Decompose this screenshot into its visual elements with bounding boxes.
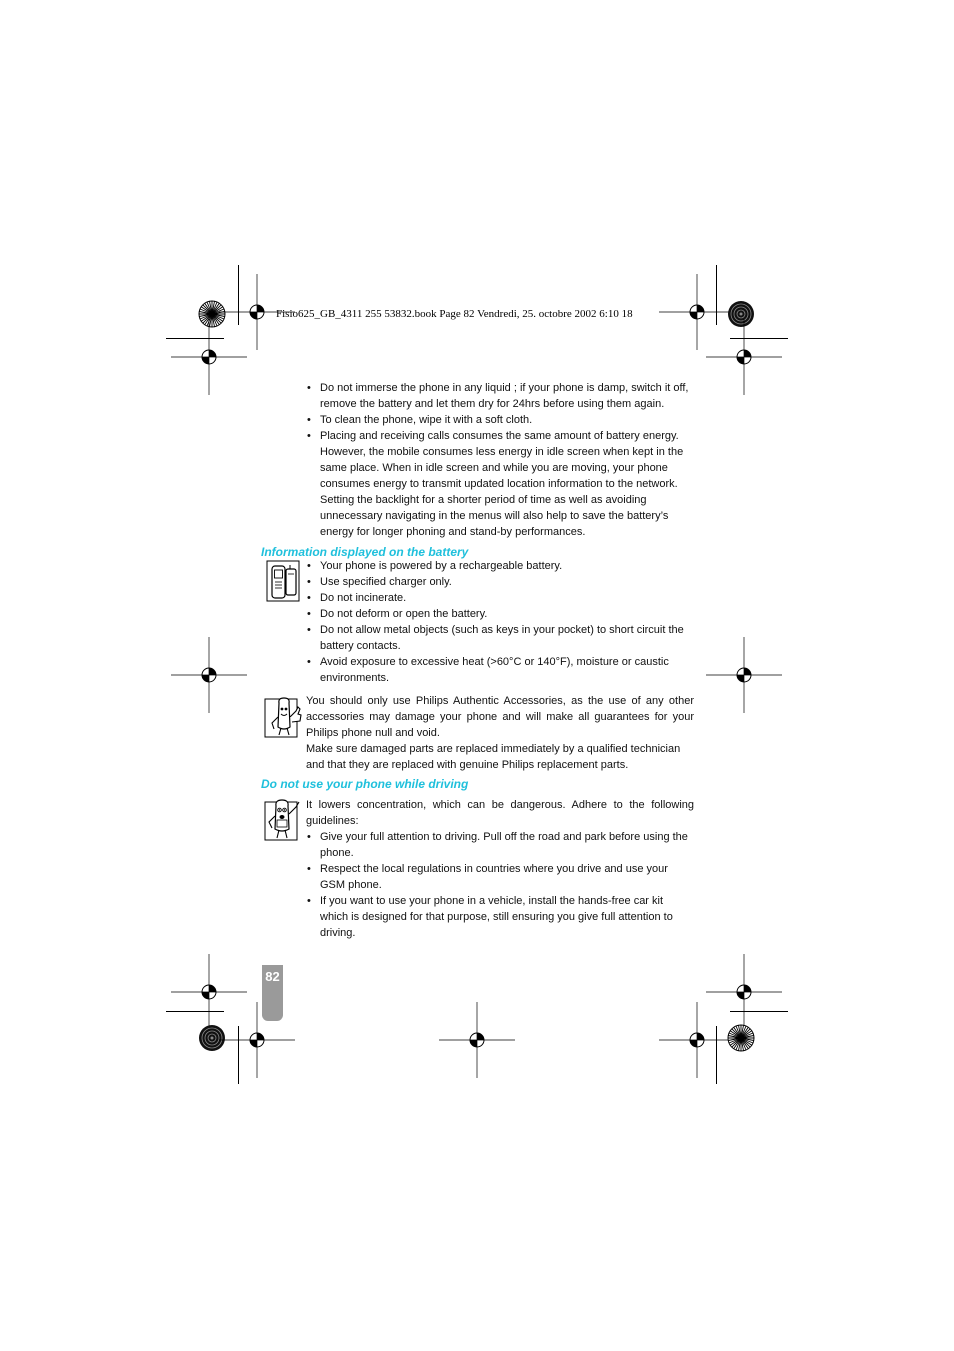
intro-bullet-list bbox=[306, 380, 694, 540]
list-item: • Placing and receiving calls consumes the same amount of battery energy. However, the mobile consumes less energy in idle screen when kept in the same place. When in idle screen and while you are moving, your phone consumes energy to transmit updated location information to the network. Setting the backlight for a shorter period of time as well as avoiding unnecessary navigating in the menus will also help to save the battery’s energy for longer phoning and stand-by performances. bbox=[306, 428, 694, 540]
list-item: • Give your full attention to driving. Pull off the road and park before using the phone. bbox=[306, 829, 694, 861]
accessories-paragraph: You should only use Philips Authentic Accessories, as the use of any other accessories may damage your phone and will make all guarantees for your Philips phone null and void. bbox=[306, 695, 694, 739]
phone-character-warning-icon bbox=[264, 798, 304, 842]
phone-battery-icon bbox=[266, 560, 300, 602]
list-item: • Do not incinerate. bbox=[306, 590, 694, 606]
driving-section bbox=[306, 797, 694, 941]
list-item: • Do not deform or open the battery. bbox=[306, 606, 694, 622]
intro-section bbox=[306, 380, 694, 540]
page-number-tab bbox=[262, 965, 283, 1021]
driving-bullet-list bbox=[306, 829, 694, 941]
list-item: • Do not immerse the phone in any liquid ; if your phone is damp, switch it off, remove the battery and let them dry for 24hrs before using them again. bbox=[306, 380, 694, 412]
page-number: 82 bbox=[265, 969, 280, 984]
list-item: • To clean the phone, wipe it with a soft cloth. bbox=[306, 412, 694, 428]
section-title-battery: Information displayed on the battery bbox=[261, 545, 469, 559]
phone-character-thumbs-up-icon bbox=[264, 695, 304, 739]
driving-intro: It lowers concentration, which can be dangerous. Adhere to the following guidelines: bbox=[306, 799, 694, 827]
list-item: • Use specified charger only. bbox=[306, 574, 694, 590]
list-item: • Do not allow metal objects (such as keys in your pocket) to short circuit the battery contacts. bbox=[306, 622, 694, 654]
list-item: • Your phone is powered by a rechargeable battery. bbox=[306, 558, 694, 574]
list-item: • Respect the local regulations in countries where you drive and use your GSM phone. bbox=[306, 861, 694, 893]
accessories-note bbox=[306, 693, 694, 773]
list-item: • Avoid exposure to excessive heat (>60°C or 140°F), moisture or caustic environments. bbox=[306, 654, 694, 686]
replacement-paragraph: Make sure damaged parts are replaced immediately by a qualified technician and that they are replaced with genuine Philips replacement parts. bbox=[306, 743, 681, 771]
section-title-driving: Do not use your phone while driving bbox=[261, 777, 469, 791]
running-header: Fisio625_GB_4311 255 53832.book Page 82 Vendredi, 25. octobre 2002 6:10 18 bbox=[276, 308, 633, 320]
battery-section bbox=[306, 558, 694, 686]
list-item: • If you want to use your phone in a vehicle, install the hands-free car kit which is designed for that purpose, still ensuring you give full attention to driving. bbox=[306, 893, 694, 941]
battery-bullet-list bbox=[306, 558, 694, 686]
